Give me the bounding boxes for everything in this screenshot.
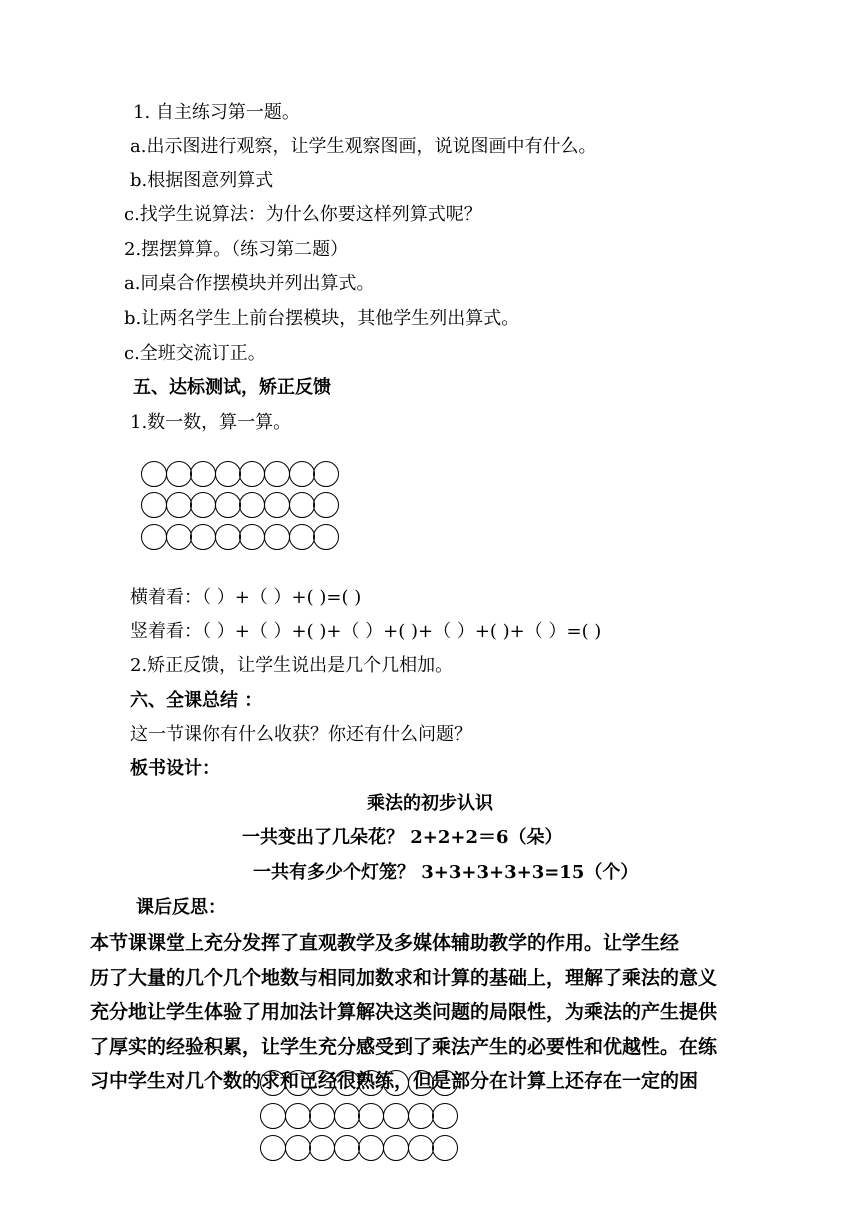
- board-line-1: 一共变出了几朵花？ 2+2+2＝6（朵）: [242, 827, 563, 848]
- circle: [432, 1103, 458, 1129]
- circle: [260, 1135, 286, 1161]
- circle: [190, 461, 216, 487]
- practice-item-2a: a.同桌合作摆模块并列出算式。: [124, 273, 375, 294]
- section5-question-1: 1.数一数，算一算。: [130, 412, 292, 433]
- circle: [141, 492, 167, 518]
- circle: [313, 461, 339, 487]
- circle: [289, 461, 315, 487]
- practice-item-1c: c.找学生说算法：为什么你要这样列算式呢？: [124, 204, 482, 225]
- circle: [432, 1070, 458, 1096]
- circle: [215, 461, 241, 487]
- circle-row: [141, 461, 338, 492]
- circle: [285, 1135, 311, 1161]
- circle: [358, 1070, 384, 1096]
- circle: [309, 1070, 335, 1096]
- circle: [334, 1103, 360, 1129]
- circle: [141, 524, 167, 550]
- circle: [166, 492, 192, 518]
- circle: [285, 1103, 311, 1129]
- reflection-line: 了厚实的经验积累，让学生充分感受到了乘法产生的必要性和优越性。在练: [90, 1035, 718, 1058]
- circle: [383, 1135, 409, 1161]
- circle: [215, 492, 241, 518]
- circle: [358, 1135, 384, 1161]
- circle: [141, 461, 167, 487]
- circle-row: [260, 1135, 457, 1168]
- circle: [358, 1103, 384, 1129]
- board-design-heading: 板书设计：: [130, 758, 220, 779]
- section6-question: 这一节课你有什么收获？你还有什么问题？: [130, 724, 472, 745]
- practice-item-2: 2.摆摆算算。（练习第二题）: [124, 239, 349, 260]
- circle: [166, 461, 192, 487]
- circle-grid: [141, 461, 338, 555]
- vertical-equation: 竖着看：（ ）+（ ）+( )+（ ）+( )+（ ）+( )+（ ）=( ): [130, 621, 602, 642]
- circle: [260, 1103, 286, 1129]
- circle: [166, 524, 192, 550]
- circle: [309, 1103, 335, 1129]
- circle: [289, 492, 315, 518]
- circle: [289, 524, 315, 550]
- circle: [309, 1135, 335, 1161]
- circle: [264, 492, 290, 518]
- circle: [313, 492, 339, 518]
- reflection-line: 充分地让学生体验了用加法计算解决这类问题的局限性，为乘法的产生提供: [90, 1001, 718, 1023]
- circle: [264, 524, 290, 550]
- board-line-2: 一共有多少个灯笼？ 3+3+3+3+3=15（个）: [253, 862, 639, 883]
- overlay-circle-grid: [260, 1070, 457, 1168]
- practice-item-2b: b.让两名学生上前台摆模块，其他学生列出算式。: [124, 308, 520, 329]
- circle: [383, 1070, 409, 1096]
- circle: [408, 1103, 434, 1129]
- practice-item-1a: a.出示图进行观察，让学生观察图画，说说图画中有什么。: [130, 136, 597, 157]
- circle: [239, 492, 265, 518]
- circle: [334, 1135, 360, 1161]
- circle: [334, 1070, 360, 1096]
- circle: [239, 524, 265, 550]
- practice-item-1b: b.根据图意列算式: [130, 170, 274, 191]
- circle-row: [260, 1103, 457, 1136]
- section6-heading: 六、全课总结 ：: [130, 690, 263, 711]
- circle: [215, 524, 241, 550]
- reflection-line: 历了大量的几个几个地数与相同加数求和计算的基础上，理解了乘法的意义: [90, 966, 718, 989]
- circle-row: [141, 524, 338, 555]
- circle: [190, 492, 216, 518]
- circle: [313, 524, 339, 550]
- circle: [239, 461, 265, 487]
- circle: [260, 1070, 286, 1096]
- horizontal-equation: 横着看：（ ）+（ ）+( )=( ): [130, 587, 362, 608]
- circle: [432, 1135, 458, 1161]
- reflection-heading: 课后反思：: [136, 897, 226, 918]
- circle: [264, 461, 290, 487]
- board-title: 乘法的初步认识: [367, 793, 493, 814]
- circle-row: [141, 492, 338, 523]
- reflection-line: 习中学生对几个数的求和已经很熟练，但是部分在计算上还存在一定的困: [90, 1070, 699, 1092]
- section5-heading: 五、达标测试，矫正反馈: [133, 377, 331, 398]
- circle: [383, 1103, 409, 1129]
- section5-question-2: 2.矫正反馈，让学生说出是几个几相加。: [130, 655, 454, 676]
- circle-row: [260, 1070, 457, 1103]
- circle: [408, 1135, 434, 1161]
- reflection-line: 本节课课堂上充分发挥了直观教学及多媒体辅助教学的作用。让学生经: [90, 932, 680, 954]
- practice-item-1: 1. 自主练习第一题。: [133, 102, 300, 123]
- circle: [408, 1070, 434, 1096]
- circle: [285, 1070, 311, 1096]
- circle: [190, 524, 216, 550]
- practice-item-2c: c.全班交流订正。: [124, 343, 266, 364]
